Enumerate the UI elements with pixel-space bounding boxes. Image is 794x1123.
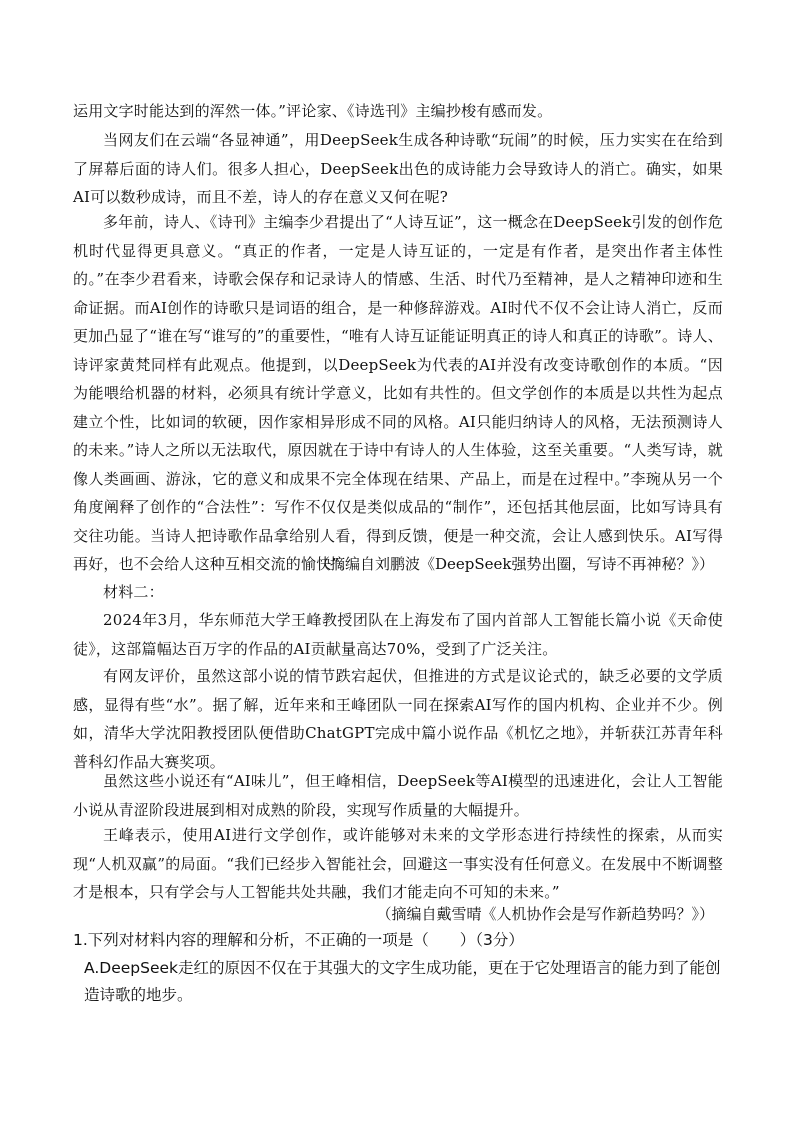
paragraph-1: 当网友们在云端“各显神通”，用DeepSeek生成各种诗歌“玩闹”的时候，压力实实在在给到了屏幕后面的诗人们。很多人担心，DeepSeek出色的成诗能力会导致诗人的消亡。确实，如果AI可以数秒成诗，而且不差，诗人的存在意义又何在呢? [73, 131, 723, 206]
question-stem: 1.下列对材料内容的理解和分析，不正确的一项是（ ）（3分） [73, 931, 524, 949]
source-citation-1: （摘编自刘鹏波《DeepSeek强势出圈，写诗不再神秘？》） [314, 555, 714, 573]
paragraph-5: 虽然这些小说还有“AI味儿”，但王峰相信，DeepSeek等AI模型的迅速进化，会让人工智能小说从青涩阶段进展到相对成熟的阶段，实现写作质量的大幅提升。 [73, 772, 723, 819]
paragraph-6: 王峰表示，使用AI进行文学创作，或许能够对未来的文学形态进行持续性的探索，从而实现“人机双赢”的局面。“我们已经步入智能社会，回避这一事实没有任何意义。在发展中不断调整才是根本，只有学会与人工智能共处共融，我们才能走向不可知的未来。” [73, 826, 723, 901]
paragraph-3: 2024年3月，华东师范大学王峰教授团队在上海发布了国内首部人工智能长篇小说《天命使徒》，这部篇幅达百万字的作品的AI贡献量高达70%，受到了广泛关注。 [73, 611, 723, 658]
material-two-heading: 材料二： [103, 583, 164, 601]
paragraph-4: 有网友评价，虽然这部小说的情节跌宕起伏，但推进的方式是议论式的，缺乏必要的文学质感，显得有些“水”。据了解，近年来和王峰团队一同在探索AI写作的国内机构、企业并不少。例如，清华大学沈阳教授团队便借助ChatGPT完成中篇小说作品《机忆之地》，并斩获江苏青年科普科幻作品大赛奖项。 [73, 667, 723, 771]
source-citation-2: （摘编自戴雪晴《人机协作会是写作新趋势吗？》） [376, 905, 714, 923]
paragraph-continued: 运用文字时能达到的浑然一体。”评论家、《诗选刊》主编抄梭有感而发。 [73, 102, 553, 120]
paragraph-2: 多年前，诗人、《诗刊》主编李少君提出了“人诗互证”，这一概念在DeepSeek引发的创作危机时代显得更具意义。“真正的作者，一定是人诗互证的，一定是有作者，是突出作者主体性的。”在李少君看来，诗歌会保存和记录诗人的情感、生活、时代乃至精神，是人之精神印迹和生命证据。而AI创作的诗歌只是词语的组合，是一种修辞游戏。AI时代不仅不会让诗人消亡，反而更加凸显了“谁在写“谁写的”的重要性，“唯有人诗互证能证明真正的诗人和真正的诗歌”。诗人、诗评家黄梵同样有此观点。他提到，以DeepSeek为代表的AI并没有改变诗歌创作的本质。“因为能喂给机器的材料，必须具有统计学意义，比如有共性的。但文学创作的本质是以共性为起点建立个性，比如词的软硬，因作家相异形成不同的风格。AI只能归纳诗人的风格，无法预测诗人的未来。”诗人之所以无法取代，原因就在于诗中有诗人的人生体验，这至关重要。“人类写诗，就像人类画画、游泳，它的意义和成果不完全体现在结果、产品上，而是在过程中。”李琬从另一个角度阐释了创作的“合法性”：写作不仅仅是类似成品的“制作”，还包括其他层面，比如写诗具有交往功能。当诗人把诗歌作品拿给别人看，得到反馈，便是一种交流，会让人感到快乐。AI写得再好，也不会给人这种互相交流的愉快”。 [73, 213, 723, 573]
option-a: A.DeepSeek走红的原因不仅在于其强大的文字生成功能，更在于它处理语言的能力到了能创造诗歌的地步。 [84, 959, 721, 1004]
